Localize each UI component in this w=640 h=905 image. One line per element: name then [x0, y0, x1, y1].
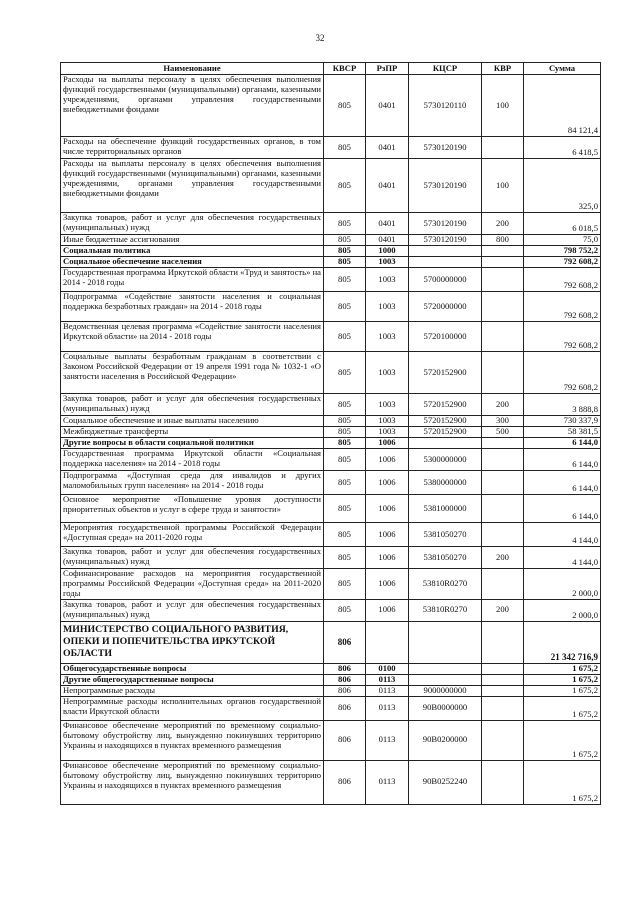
row-kvr: [482, 471, 524, 495]
row-kcsr: [409, 621, 482, 663]
row-sum: 792 608,2: [524, 322, 601, 352]
row-rzpr: 0401: [366, 137, 409, 159]
table-row: [61, 394, 601, 416]
column-header-kvr: КВР: [482, 63, 524, 75]
row-kvsr: 806: [324, 720, 366, 760]
table-row: [61, 352, 601, 394]
row-kcsr: 5381050270: [409, 547, 482, 569]
table-row: [61, 416, 601, 427]
row-sum: 1 675,2: [524, 674, 601, 685]
row-kvsr: 805: [324, 416, 366, 427]
row-kvr: [482, 720, 524, 760]
row-kvr: [482, 352, 524, 394]
row-kcsr: 5700000000: [409, 268, 482, 292]
row-kvsr: 805: [324, 569, 366, 600]
row-name: Социальная политика: [61, 246, 324, 257]
table-row: [61, 621, 601, 663]
row-rzpr: 0401: [366, 75, 409, 137]
row-kvsr: 805: [324, 137, 366, 159]
row-kcsr: 5720152900: [409, 427, 482, 438]
row-rzpr: 0113: [366, 720, 409, 760]
row-rzpr: 1003: [366, 292, 409, 322]
row-rzpr: 1003: [366, 416, 409, 427]
row-sum: 6 144,0: [524, 438, 601, 449]
table-row: [61, 268, 601, 292]
row-kvsr: 805: [324, 292, 366, 322]
row-sum: 6 144,0: [524, 449, 601, 471]
row-name: Непрограммные расходы исполнительных органов государственной власти Иркутской области: [61, 696, 324, 720]
row-rzpr: 0401: [366, 235, 409, 246]
row-sum: 1 675,2: [524, 685, 601, 696]
row-kvsr: 805: [324, 495, 366, 523]
row-rzpr: 1003: [366, 257, 409, 268]
row-sum: 4 144,0: [524, 547, 601, 569]
row-name: Расходы на выплаты персоналу в целях обеспечения выполнения функций государственными (муниципальными) органами, казенными учреждениями, органами управления государственными внебюджетными фондами: [61, 159, 324, 213]
table-row: [61, 674, 601, 685]
row-kvsr: 805: [324, 235, 366, 246]
row-sum: 2 000,0: [524, 569, 601, 600]
row-kcsr: 90В0200000: [409, 720, 482, 760]
column-header-kvsr: КВСР: [324, 63, 366, 75]
row-rzpr: 0100: [366, 663, 409, 674]
row-kvr: [482, 696, 524, 720]
row-sum: 730 337,9: [524, 416, 601, 427]
row-kcsr: 5730120190: [409, 159, 482, 213]
row-kvsr: 805: [324, 268, 366, 292]
row-sum: 6 144,0: [524, 471, 601, 495]
row-kvsr: 805: [324, 449, 366, 471]
row-kvsr: 806: [324, 685, 366, 696]
row-name: Социальное обеспечение и иные выплаты населению: [61, 416, 324, 427]
row-kcsr: [409, 674, 482, 685]
row-name: Основное мероприятие «Повышение уровня доступности приоритетных объектов и услуг в сфере труда и занятости»: [61, 495, 324, 523]
column-header-rzpr: РзПР: [366, 63, 409, 75]
row-sum: 3 888,8: [524, 394, 601, 416]
row-kcsr: 5730120190: [409, 213, 482, 235]
row-rzpr: 0113: [366, 760, 409, 804]
table-row: [61, 663, 601, 674]
row-sum: 325,0: [524, 159, 601, 213]
row-name: Межбюджетные трансферты: [61, 427, 324, 438]
row-kcsr: 90В0252240: [409, 760, 482, 804]
table-row: [61, 75, 601, 137]
row-kvsr: 805: [324, 257, 366, 268]
row-kcsr: [409, 246, 482, 257]
table-row: [61, 523, 601, 547]
row-kcsr: 53810R0270: [409, 599, 482, 621]
row-rzpr: 1003: [366, 268, 409, 292]
page-number: 32: [315, 33, 325, 43]
row-kvsr: 805: [324, 75, 366, 137]
table-row: [61, 685, 601, 696]
row-sum: 1 675,2: [524, 720, 601, 760]
row-kcsr: 5720000000: [409, 292, 482, 322]
row-kcsr: [409, 257, 482, 268]
row-kvsr: 806: [324, 696, 366, 720]
row-rzpr: 0401: [366, 159, 409, 213]
table-row: [61, 137, 601, 159]
row-sum: 792 608,2: [524, 268, 601, 292]
row-kvr: 100: [482, 75, 524, 137]
row-name: Закупка товаров, работ и услуг для обеспечения государственных (муниципальных) нужд: [61, 213, 324, 235]
row-sum: 84 121,4: [524, 75, 601, 137]
row-name: Общегосударственные вопросы: [61, 663, 324, 674]
row-kvr: 200: [482, 547, 524, 569]
row-kvr: [482, 257, 524, 268]
row-sum: 792 608,2: [524, 292, 601, 322]
row-rzpr: 1006: [366, 599, 409, 621]
row-kvsr: 805: [324, 523, 366, 547]
table-row: [61, 257, 601, 268]
row-sum: 792 608,2: [524, 352, 601, 394]
row-sum: 792 608,2: [524, 257, 601, 268]
row-kcsr: 53810R0270: [409, 569, 482, 600]
table-row: [61, 569, 601, 600]
row-sum: 1 675,2: [524, 696, 601, 720]
row-kvr: 800: [482, 235, 524, 246]
row-name: МИНИСТЕРСТВО СОЦИАЛЬНОГО РАЗВИТИЯ, ОПЕКИ И ПОПЕЧИТЕЛЬСТВА ИРКУТСКОЙ ОБЛАСТИ: [61, 621, 324, 663]
row-kcsr: 5300000000: [409, 449, 482, 471]
row-rzpr: 0113: [366, 696, 409, 720]
row-rzpr: 0401: [366, 213, 409, 235]
row-kvsr: 805: [324, 394, 366, 416]
row-kcsr: 5380000000: [409, 471, 482, 495]
row-kvsr: 805: [324, 322, 366, 352]
row-name: Социальное обеспечение населения: [61, 257, 324, 268]
row-kvr: [482, 621, 524, 663]
row-rzpr: 0113: [366, 674, 409, 685]
row-kcsr: 90В0000000: [409, 696, 482, 720]
column-header-sum: Сумма: [524, 63, 601, 75]
table-row: [61, 599, 601, 621]
row-rzpr: 0113: [366, 685, 409, 696]
row-sum: 1 675,2: [524, 760, 601, 804]
row-kvsr: 805: [324, 438, 366, 449]
row-rzpr: 1003: [366, 427, 409, 438]
row-name: Софинансирование расходов на мероприятия государственной программы Российской Федерации «Доступная среда» на 2011-2020 годы: [61, 569, 324, 600]
row-kvr: [482, 674, 524, 685]
row-name: Ведомственная целевая программа «Содействие занятости населения Иркутской области» на 2014 - 2018 годы: [61, 322, 324, 352]
row-rzpr: 1003: [366, 352, 409, 394]
row-sum: 2 000,0: [524, 599, 601, 621]
row-rzpr: 1006: [366, 523, 409, 547]
row-rzpr: 1003: [366, 394, 409, 416]
row-name: Расходы на выплаты персоналу в целях обеспечения выполнения функций государственными (муниципальными) органами, казенными учреждениями, органами управления государственными внебюджетными фондами: [61, 75, 324, 137]
row-name: Подпрограмма «Доступная среда для инвалидов и других маломобильных групп населения» на 2014 - 2018 годы: [61, 471, 324, 495]
table-row: [61, 547, 601, 569]
row-kcsr: 5381050270: [409, 523, 482, 547]
row-name: Закупка товаров, работ и услуг для обеспечения государственных (муниципальных) нужд: [61, 547, 324, 569]
row-name: Другие вопросы в области социальной политики: [61, 438, 324, 449]
row-kvr: [482, 495, 524, 523]
row-rzpr: 1006: [366, 471, 409, 495]
row-name: Расходы на обеспечение функций государственных органов, в том числе территориальных органов: [61, 137, 324, 159]
row-sum: 4 144,0: [524, 523, 601, 547]
row-kvr: [482, 322, 524, 352]
row-sum: 6 018,5: [524, 213, 601, 235]
row-name: Мероприятия государственной программы Российской Федерации «Доступная среда» на 2011-2020 годы: [61, 523, 324, 547]
table-row: [61, 159, 601, 213]
row-rzpr: 1000: [366, 246, 409, 257]
row-sum: 58 381,5: [524, 427, 601, 438]
table-row: [61, 696, 601, 720]
table-row: [61, 438, 601, 449]
row-kvr: [482, 663, 524, 674]
table-row: [61, 213, 601, 235]
row-name: Другие общегосударственные вопросы: [61, 674, 324, 685]
row-sum: 1 675,2: [524, 663, 601, 674]
table-row: [61, 235, 601, 246]
row-kvr: 100: [482, 159, 524, 213]
row-kcsr: 5720100000: [409, 322, 482, 352]
row-kcsr: 5720152900: [409, 352, 482, 394]
row-name: Государственная программа Иркутской области «Социальная поддержка населения» на 2014 - 2018 годы: [61, 449, 324, 471]
row-kvr: 300: [482, 416, 524, 427]
row-kvr: 200: [482, 599, 524, 621]
row-kvr: [482, 760, 524, 804]
row-rzpr: 1006: [366, 495, 409, 523]
row-kcsr: 5720152900: [409, 394, 482, 416]
row-kvr: [482, 523, 524, 547]
row-name: Социальные выплаты безработным гражданам в соответствии с Законом Российской Федерации от 19 апреля 1991 года № 1032-1 «О занятости населения в Российской Федерации»: [61, 352, 324, 394]
table-row: [61, 720, 601, 760]
row-kvsr: 805: [324, 213, 366, 235]
row-kvsr: 806: [324, 760, 366, 804]
row-kcsr: 5730120190: [409, 137, 482, 159]
row-kvsr: 805: [324, 246, 366, 257]
row-name: Финансовое обеспечение мероприятий по временному социально-бытовому обустройству лиц, вынужденно покинувших территорию Украины и находящихся в пунктах временного размещения: [61, 760, 324, 804]
row-sum: 6 418,5: [524, 137, 601, 159]
budget-table: [60, 62, 601, 805]
row-kvr: [482, 449, 524, 471]
row-kvsr: 806: [324, 674, 366, 685]
row-kvr: [482, 438, 524, 449]
row-kvr: [482, 685, 524, 696]
row-kvr: [482, 292, 524, 322]
row-kvsr: 806: [324, 621, 366, 663]
table-body: [61, 75, 601, 805]
table-row: [61, 322, 601, 352]
row-sum: 798 752,2: [524, 246, 601, 257]
row-kvr: 200: [482, 394, 524, 416]
row-kvr: [482, 569, 524, 600]
row-kvr: [482, 137, 524, 159]
row-kcsr: 5720152900: [409, 416, 482, 427]
row-kvsr: 806: [324, 663, 366, 674]
row-name: Финансовое обеспечение мероприятий по временному социально-бытовому обустройству лиц, вынужденно покинувших территорию Украины и находящихся в пунктах временного размещения: [61, 720, 324, 760]
row-kcsr: 5730120190: [409, 235, 482, 246]
row-kvr: [482, 268, 524, 292]
row-kvsr: 805: [324, 352, 366, 394]
row-kcsr: 5730120110: [409, 75, 482, 137]
row-name: Закупка товаров, работ и услуг для обеспечения государственных (муниципальных) нужд: [61, 599, 324, 621]
row-kcsr: [409, 663, 482, 674]
row-kvsr: 805: [324, 547, 366, 569]
row-kvsr: 805: [324, 159, 366, 213]
row-kcsr: 9000000000: [409, 685, 482, 696]
row-kvr: 500: [482, 427, 524, 438]
row-rzpr: 1003: [366, 322, 409, 352]
column-header-name: Наименование: [61, 63, 324, 75]
table-row: [61, 449, 601, 471]
row-rzpr: 1006: [366, 449, 409, 471]
table-row: [61, 427, 601, 438]
table-row: [61, 495, 601, 523]
row-name: Государственная программа Иркутской области «Труд и занятость» на 2014 - 2018 годы: [61, 268, 324, 292]
row-sum: 75,0: [524, 235, 601, 246]
table-row: [61, 292, 601, 322]
row-name: Подпрограмма «Содействие занятости населения и социальная поддержка безработных граждан» на 2014 - 2018 годы: [61, 292, 324, 322]
row-kvr: [482, 246, 524, 257]
row-sum: 21 342 716,9: [524, 621, 601, 663]
row-rzpr: 1006: [366, 569, 409, 600]
row-kvsr: 805: [324, 599, 366, 621]
table-row: [61, 760, 601, 804]
row-kcsr: [409, 438, 482, 449]
row-name: Иные бюджетные ассигнования: [61, 235, 324, 246]
row-kvr: 200: [482, 213, 524, 235]
row-kvsr: 805: [324, 427, 366, 438]
row-rzpr: 1006: [366, 547, 409, 569]
row-sum: 6 144,0: [524, 495, 601, 523]
row-name: Закупка товаров, работ и услуг для обеспечения государственных (муниципальных) нужд: [61, 394, 324, 416]
table-row: [61, 246, 601, 257]
row-kcsr: 5381000000: [409, 495, 482, 523]
row-rzpr: 1006: [366, 438, 409, 449]
row-name: Непрограммные расходы: [61, 685, 324, 696]
table-row: [61, 471, 601, 495]
column-header-kcsr: КЦСР: [409, 63, 482, 75]
table-header-row: [61, 63, 601, 75]
row-rzpr: [366, 621, 409, 663]
row-kvsr: 805: [324, 471, 366, 495]
